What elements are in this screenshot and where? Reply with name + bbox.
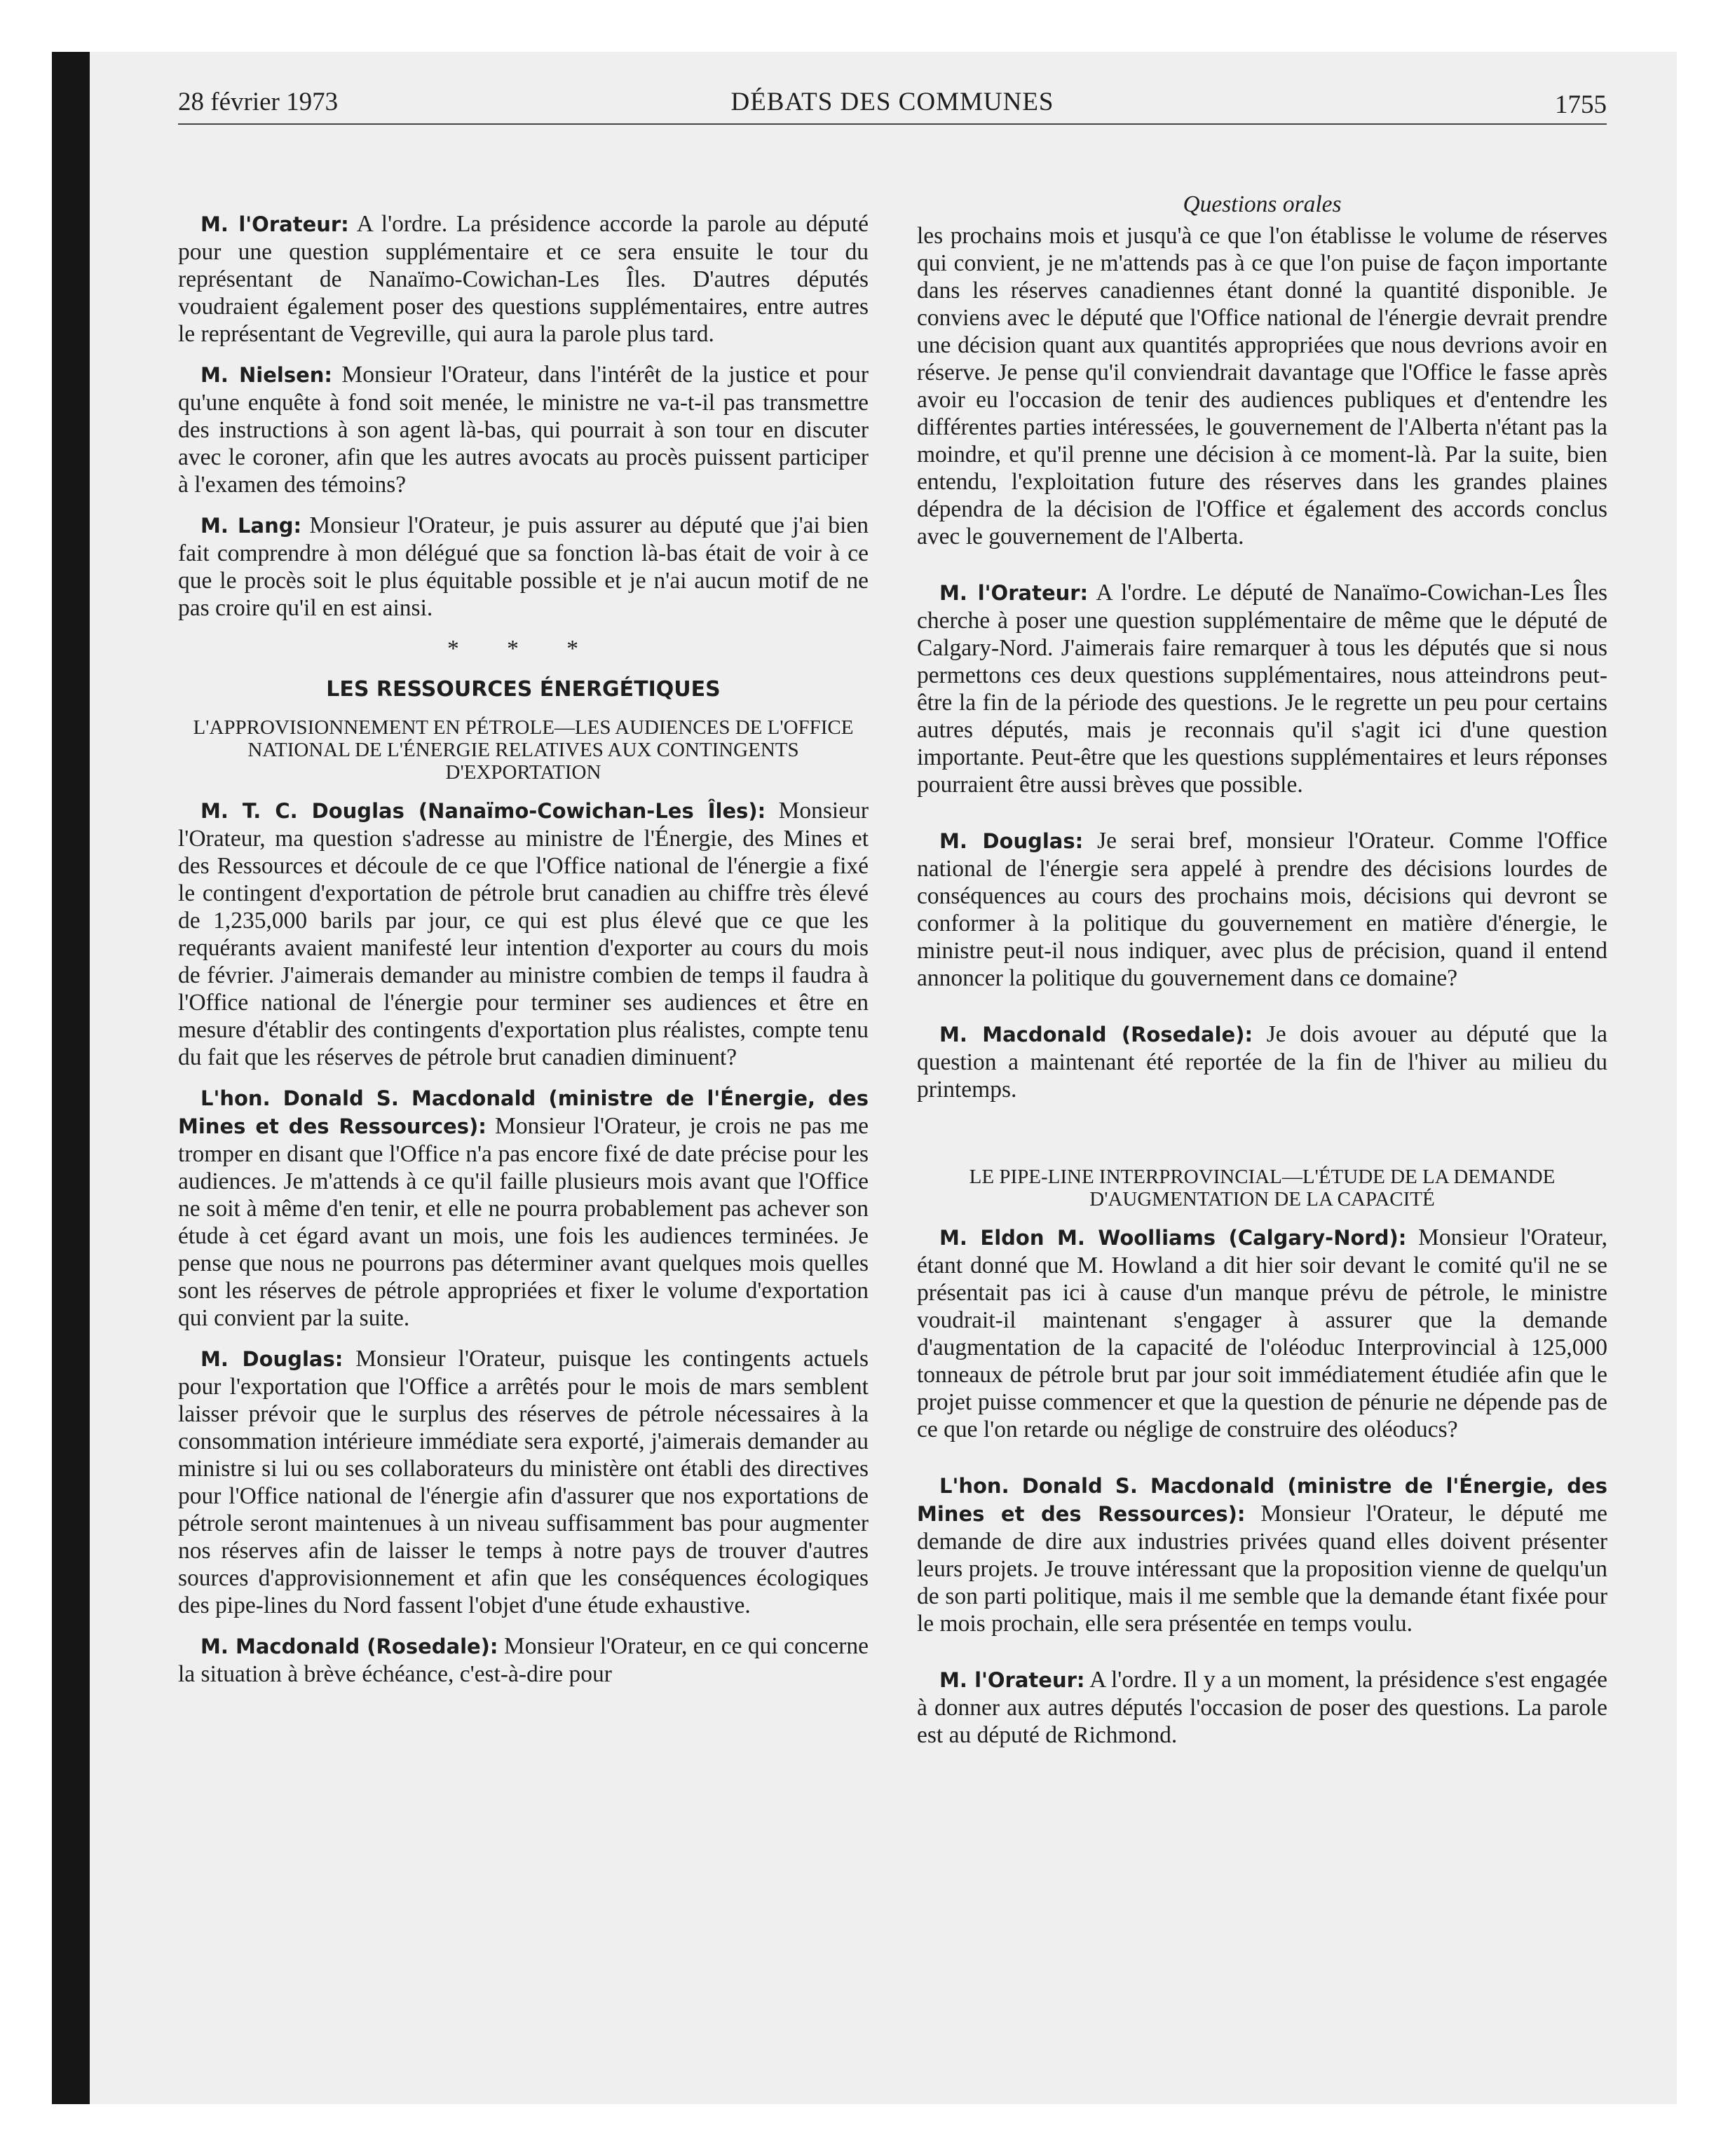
paragraph-gap: [917, 564, 1607, 579]
speech-paragraph: [917, 579, 1607, 798]
speech-text: Monsieur l'Orateur, je puis assurer au député que j'ai bien fait comprendre à mon délégué que sa fonction là-bas était de voir à ce que le procès soit le plus équitable possible et je n'ai aucun motif de ne pas croire qu'il en est ainsi.: [178, 512, 869, 621]
header-date: 28 février 1973: [178, 88, 339, 116]
speaker-name: M. l'Orateur:: [939, 581, 1089, 605]
speaker-name: L'hon. Donald S. Macdonald (ministre de l'Énergie, des Mines et des Ressources):: [917, 1474, 1607, 1526]
speech-paragraph: [178, 361, 869, 498]
speaker-name: M. Douglas:: [939, 829, 1084, 853]
section-separator: * * *: [447, 636, 599, 662]
topic-heading: LES RESSOURCES ÉNERGÉTIQUES: [326, 677, 721, 702]
speech-paragraph: [917, 222, 1607, 550]
paragraph-gap: [917, 1651, 1607, 1666]
speaker-name: M. l'Orateur:: [939, 1668, 1085, 1692]
speech-text: Monsieur l'Orateur, étant donné que M. Howland a dit hier soir devant le comité qu'il ne se présentait pas ici à cause d'un manque prévu de pétrole, le ministre voudrait-il maintenant s'engager à assurer que la demande d'augmentation de la capacité de l'oléoduc Interprovincial à 125,000 tonneaux de pétrole brut par jour soit immédiatement étudiée afin que le projet puisse commencer et que la question de pénurie ne dépende pas de ce que l'on retarde ou néglige de construire des oléoducs?: [917, 1224, 1607, 1442]
speaker-name: M. Nielsen:: [200, 363, 333, 387]
speaker-name: M. Lang:: [200, 514, 302, 538]
speech-text: Je dois avouer au député que la question a maintenant été reportée de la fin de l'hiver au milieu du printemps.: [917, 1021, 1608, 1103]
speech-text: A l'ordre. Le député de Nanaïmo-Cowichan-Les Îles cherche à poser une question supplémentaire de même que le député de Calgary-Nord. J'aimerais faire remarquer à tous les députés que si nous permettons ces deux questions supplémentaires, nous atteindrons peut-être la fin de la période des questions. Je le regrette un peu pour certains autres députés, mais je reconnais qu'il s'agit ici d'une question importante. Peut-être que les questions supplémentaires et leurs réponses pourraient être aussi brèves que possible.: [917, 580, 1608, 798]
section-label: Questions orales: [1183, 191, 1342, 217]
speech-paragraph: [178, 1345, 869, 1619]
header-title: DÉBATS DES COMMUNES: [730, 88, 1054, 116]
speech-text: Monsieur l'Orateur, le député me demande de dire aux industries privées quand elles doivent présenter leurs projets. Je trouve intéressant que la proposition vienne de quelqu'un de son parti politique, mais il me semble que la demande étant fixée pour le mois prochain, elle sera présentée en temps voulu.: [917, 1501, 1608, 1637]
speech-text: Monsieur l'Orateur, je crois ne pas me tromper en disant que l'Office n'a pas encore fixé de date précise pour les audiences. Je m'attends à ce qu'il faille plusieurs mois avant que l'Office ne soit à même d'en tenir, et elle ne pourra probablement pas achever son étude à cet égard avant un mois, une fois les audiences terminées. Je pense que nous ne pourrons pas déterminer avant quelques mois quelles sont les réserves de pétrole appropriées et fixer le volume d'exportation qui convient par la suite.: [178, 1113, 869, 1331]
speaker-name: M. Macdonald (Rosedale):: [200, 1635, 498, 1658]
speaker-name: M. Douglas:: [200, 1347, 343, 1371]
running-header: [178, 81, 1607, 125]
speech-paragraph: [178, 210, 869, 348]
speech-text: Monsieur l'Orateur, puisque les contingents actuels pour l'exportation que l'Office a arrêtés pour le mois de mars semblent laisser prévoir que le surplus des réserves de pétrole nécessaires à la consommation intérieure immédiate sera exporté, j'aimerais demander au ministre si lui ou ses collaborateurs du ministère ont établi des directives pour l'Office national de l'énergie afin d'assurer que nos exportations de pétrole seront maintenues à un niveau suffisamment bas pour augmenter nos réserves afin de laisser le temps à notre pays de trouver d'autres sources d'approvisionnement et afin que les conséquences écologiques des pipe-lines du Nord fassent l'objet d'une étude exhaustive.: [178, 1346, 869, 1618]
left-column: [178, 210, 869, 1701]
speaker-name: M. l'Orateur:: [200, 212, 349, 236]
speaker-name: M. T. C. Douglas (Nanaïmo-Cowichan-Les Îles):: [200, 799, 766, 823]
page-number: 1755: [1555, 90, 1607, 119]
speech-text: Monsieur l'Orateur, ma question s'adresse au ministre de l'Énergie, des Mines et des Ressources et découle de ce que l'Office national de l'énergie a fixé le contingent d'exportation de pétrole brut canadien au chiffre très élevé de 1,235,000 barils par jour, ce qui est plus élevé que ce que les requérants avaient manifesté leur intention d'exporter au cours du mois de février. J'aimerais demander au ministre combien de temps il faudra à l'Office national de l'énergie pour terminer ses audiences et être en mesure d'établir des contingents d'exportation plus réalistes, compte tenu du fait que les réserves de pétrole brut canadien diminuent?: [178, 798, 869, 1070]
paragraph-gap: [917, 1117, 1607, 1166]
topic-subheading: L'APPROVISIONNEMENT EN PÉTROLE—LES AUDIENCES DE L'OFFICE NATIONAL DE L'ÉNERGIE RELATIVES AUX CONTINGENTS D'EXPORTATION: [193, 716, 854, 784]
speech-paragraph: [178, 512, 869, 622]
paragraph-gap: [917, 1456, 1607, 1472]
scan-border: [52, 52, 90, 2104]
speech-text: les prochains mois et jusqu'à ce que l'on établisse le volume de réserves qui convient, je ne m'attends pas à ce que l'on puise de façon importante dans les réserves canadiennes étant donné la quantité disponible. Je conviens avec le député que l'Office national de l'énergie devrait prendre une décision quant aux quantités appropriées que nous devrions avoir en réserve. Je pense qu'il conviendrait davantage que l'Office le fasse après avoir eu l'occasion de tenir des audiences publiques et d'entendre les différentes parties intéressées, le gouvernement de l'Alberta n'étant pas la moindre, et qu'il prenne une décision à ce moment-là. Par la suite, bien entendu, l'exploitation future des réserves dans les grandes plaines dépendra de la décision de l'Office et également des accords conclus avec le gouvernement de l'Alberta.: [917, 223, 1607, 550]
speech-text: Je serai bref, monsieur l'Orateur. Comme l'Office national de l'énergie sera appelé à prendre des décisions lourdes de conséquences au cours des prochains mois, décisions qui devront se conformer à la politique du gouvernement en matière d'énergie, le ministre peut-il nous indiquer, avec plus de précision, quand il entend annoncer la politique du gouvernement dans ce domaine?: [917, 828, 1607, 991]
speaker-name: L'hon. Donald S. Macdonald (ministre de l'Énergie, des Mines et des Ressources):: [178, 1086, 869, 1138]
speech-paragraph: [917, 1666, 1607, 1749]
speech-paragraph: [178, 797, 869, 1071]
topic-subheading: LE PIPE-LINE INTERPROVINCIAL—L'ÉTUDE DE LA DEMANDE D'AUGMENTATION DE LA CAPACITÉ: [969, 1166, 1556, 1210]
paragraph-gap: [917, 1005, 1607, 1021]
speech-text: Monsieur l'Orateur, en ce qui concerne la situation à brève échéance, c'est-à-dire pour: [178, 1633, 869, 1687]
speech-paragraph: [178, 1084, 869, 1332]
speaker-name: M. Macdonald (Rosedale):: [939, 1023, 1253, 1046]
speech-paragraph: [178, 1632, 869, 1688]
right-column: [917, 191, 1607, 1762]
speaker-name: M. Eldon M. Woolliams (Calgary-Nord):: [939, 1226, 1407, 1250]
speech-paragraph: [917, 1472, 1607, 1637]
speech-paragraph: [917, 1224, 1607, 1443]
speech-text: A l'ordre. Il y a un moment, la présidence s'est engagée à donner aux autres députés l'occasion de poser des questions. La parole est au député de Richmond.: [917, 1667, 1607, 1748]
speech-paragraph: [917, 827, 1607, 992]
speech-paragraph: [917, 1021, 1607, 1103]
speech-text: Monsieur l'Orateur, dans l'intérêt de la justice et pour qu'une enquête à fond soit menée, le ministre ne va-t-il pas transmettre des instructions à son agent là-bas, qui pourrait à son tour en discuter avec le coroner, afin que les autres avocats au procès puissent participer à l'examen des témoins?: [178, 362, 869, 498]
speech-text: A l'ordre. La présidence accorde la parole au député pour une question supplémentaire et ce sera ensuite le tour du représentant de Nanaïmo-Cowichan-Les Îles. D'autres députés voudraient également poser des questions supplémentaires, entre autres le représentant de Vegreville, qui aura la parole plus tard.: [178, 211, 869, 347]
paragraph-gap: [917, 812, 1607, 827]
